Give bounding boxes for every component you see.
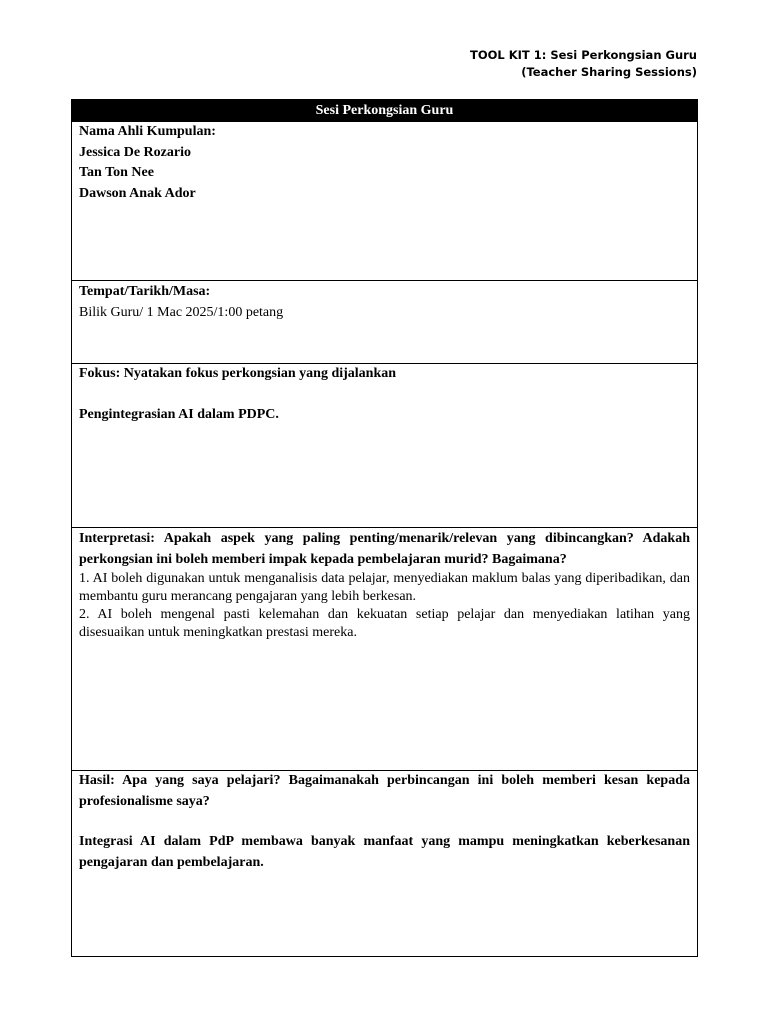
spacer	[79, 385, 690, 405]
form-title: Sesi Perkongsian Guru	[72, 100, 697, 121]
venue-value: Bilik Guru/ 1 Mac 2025/1:00 petang	[79, 304, 284, 320]
document-header	[470, 47, 697, 81]
member-name: Tan Ton Nee	[79, 165, 154, 180]
focus-label: Fokus: Nyatakan fokus perkongsian yang dijalankan	[79, 366, 397, 381]
header-toolkit-title: TOOL KIT 1: Sesi Perkongsian Guru	[469, 48, 697, 62]
focus-section	[72, 363, 697, 527]
members-label: Nama Ahli Kumpulan:	[79, 124, 216, 139]
outcome-label: Hasil: Apa yang saya pelajari? Bagaimanakah perbincangan ini boleh memberi kesan kepada profesionalisme saya?	[79, 773, 690, 809]
focus-value: Pengintegrasian AI dalam PDPC.	[79, 406, 279, 422]
member-name: Jessica De Rozario	[79, 144, 191, 160]
interpretation-section	[72, 527, 697, 770]
member-name: Dawson Anak Ador	[79, 185, 196, 201]
interpretation-label: Interpretasi: Apakah aspek yang paling penting/menarik/relevan yang dibincangkan? Adakah perkongsian ini boleh memberi impak kepada pembelajaran murid? Bagaimana?	[79, 531, 690, 567]
header-toolkit-subtitle: (Teacher Sharing Sessions)	[521, 65, 697, 79]
outcome-value: Integrasi AI dalam PdP membawa banyak manfaat yang mampu meningkatkan keberkesanan pengajaran dan pembelajaran.	[79, 834, 690, 870]
sharing-session-form	[71, 99, 698, 957]
spacer	[79, 812, 690, 832]
venue-label: Tempat/Tarikh/Masa:	[79, 284, 211, 299]
outcome-section	[72, 770, 697, 956]
venue-section	[72, 280, 697, 363]
interpretation-point: 2. AI boleh mengenal pasti kelemahan dan kekuatan setiap pelajar dan menyediakan latihan yang disesuaikan untuk meningkatkan prestasi mereka.	[79, 607, 690, 640]
members-section	[72, 121, 697, 280]
interpretation-point: 1. AI boleh digunakan untuk menganalisis data pelajar, menyediakan maklum balas yang diperibadikan, dan membantu guru merancang pengajaran yang lebih berkesan.	[79, 571, 690, 604]
